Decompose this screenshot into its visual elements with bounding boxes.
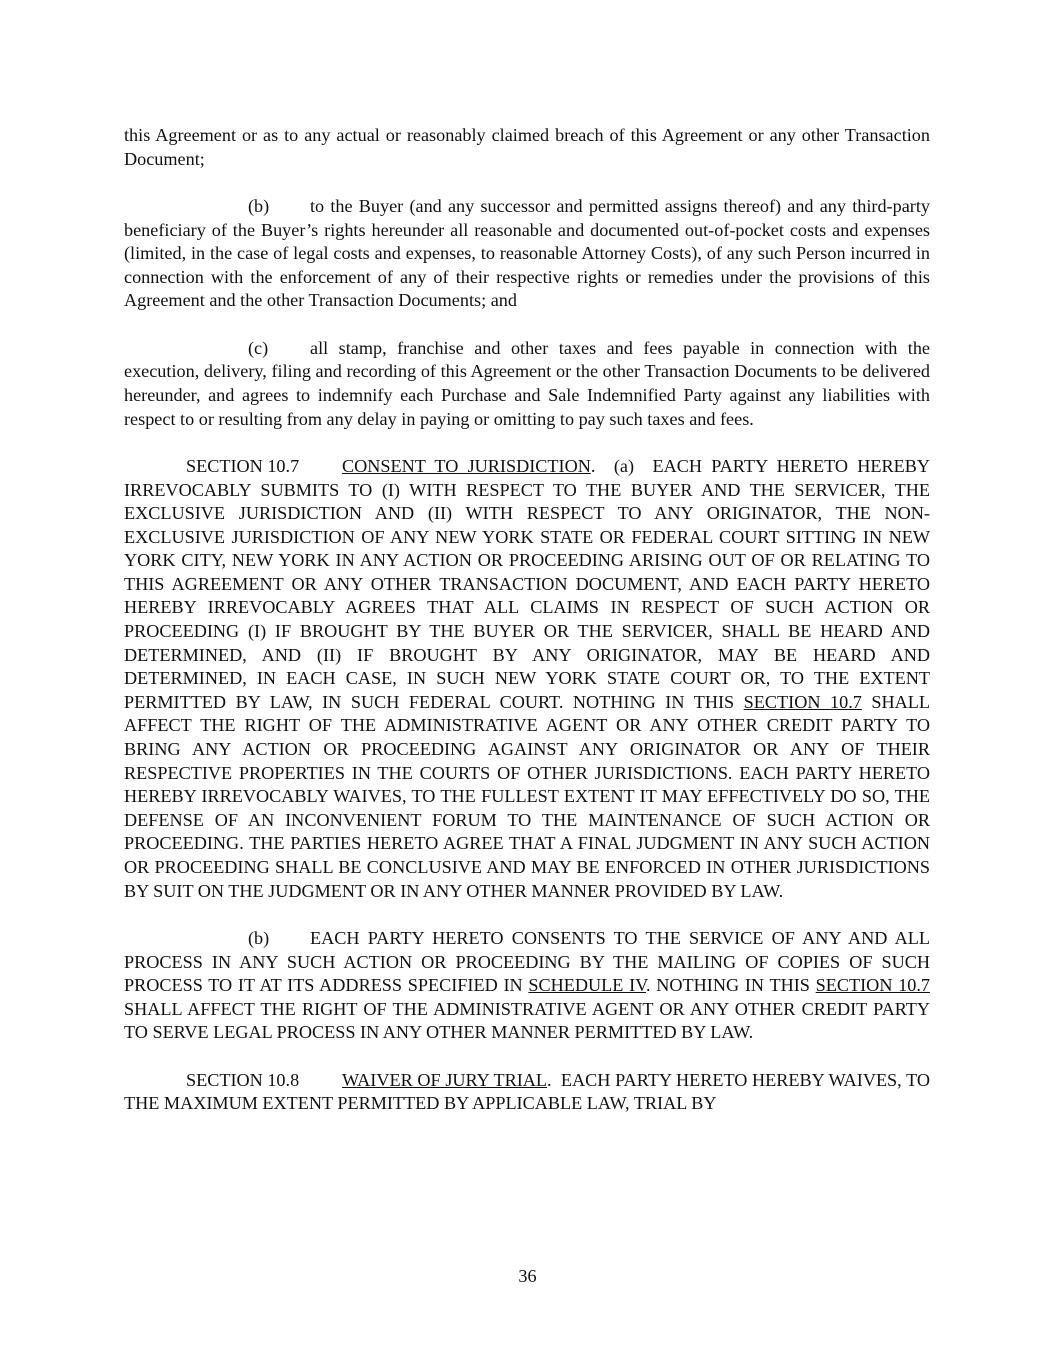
paragraph-continuation — [124, 124, 930, 171]
section-heading: WAIVER OF JURY TRIAL — [342, 1069, 548, 1090]
section-10-7-a: SECTION 10.7 CONSENT TO JURISDICTION. (a) EACH PARTY HERETO HEREBY IRREVOCABLY SUBMITS TO (I) WITH RESPECT TO THE BUYER AND THE SERVICER, THE EXCLUSIVE JURISDICTION AND (II) WITH RESPECT TO ANY ORIGINATOR, THE NON-EXCLUSIVE JURISDICTION OF ANY NEW YORK STATE OR FEDERAL COURT SITTING IN NEW YORK CITY, NEW YORK IN ANY ACTION OR PROCEEDING ARISING OUT OF OR RELATING TO THIS AGREEMENT OR ANY OTHER TRANSACTION DOCUMENT, AND EACH PARTY HERETO HEREBY IRREVOCABLY AGREES THAT ALL CLAIMS IN RESPECT OF SUCH ACTION OR PROCEEDING (I) IF BROUGHT BY THE BUYER OR THE SERVICER, SHALL BE HEARD AND DETERMINED, AND (II) IF BROUGHT BY ANY ORIGINATOR, MAY BE HEARD AND DETERMINED, IN EACH CASE, IN SUCH NEW YORK STATE COURT OR, TO THE EXTENT PERMITTED BY LAW, IN SUCH FEDERAL COURT. NOTHING IN THIS SECTION 10.7 SHALL AFFECT THE RIGHT OF THE ADMINISTRATIVE AGENT OR ANY OTHER CREDIT PARTY TO BRING ANY ACTION OR PROCEEDING AGAINST ANY ORIGINATOR OR ANY OF THEIR RESPECTIVE PROPERTIES IN THE COURTS OF OTHER JURISDICTIONS. EACH PARTY HERETO HEREBY IRREVOCABLY WAIVES, TO THE FULLEST EXTENT IT MAY EFFECTIVELY DO SO, THE DEFENSE OF AN INCONVENIENT FORUM TO THE MAINTENANCE OF SUCH ACTION OR PROCEEDING. THE PARTIES HERETO AGREE THAT A FINAL JUDGMENT IN ANY SUCH ACTION OR PROCEEDING SHALL BE CONCLUSIVE AND MAY BE ENFORCED IN OTHER JURISDICTIONS BY SUIT ON THE JUDGMENT OR IN ANY OTHER MANNER PROVIDED BY LAW. — [124, 455, 930, 901]
section-10-7-b — [124, 927, 930, 1045]
section-number: SECTION 10.7 — [186, 455, 300, 476]
clause-b-text: to the Buyer (and any successor and permitted assigns thereof) and any third-party beneficiary of the Buyer’s rights hereunder all reasonable and documented out-of-pocket costs and expenses (limited, in the case of legal costs and expenses, to reasonable Attorney Costs), of any such Person incurred in connection with the enforcement of any of their respective rights or remedies under the provisions of this Agreement and the other Transaction Documents; and — [124, 195, 930, 311]
clause-label-b: (b) — [248, 195, 270, 216]
section-10-7-b-text-3: SHALL AFFECT THE RIGHT OF THE ADMINISTRATIVE AGENT OR ANY OTHER CREDIT PARTY TO SERVE LEGAL PROCESS IN ANY OTHER MANNER PERMITTED BY LAW. — [124, 998, 930, 1043]
paragraph-text: this Agreement or as to any actual or reasonably claimed breach of this Agreement or any other Transaction Document; — [124, 125, 930, 169]
clause-c — [124, 337, 930, 431]
schedule-cross-reference: SCHEDULE IV — [528, 975, 646, 996]
subsection-label-a: (a) — [613, 455, 635, 476]
subsection-label-b: (b) — [248, 928, 270, 948]
clause-label-c: (c) — [248, 337, 269, 358]
section-cross-reference: SECTION 10.7 — [743, 691, 862, 712]
page-number: 36 — [518, 1266, 537, 1286]
section-10-7-a-text-2: SHALL AFFECT THE RIGHT OF THE ADMINISTRATIVE AGENT OR ANY OTHER CREDIT PARTY TO BRING ANY ACTION OR PROCEEDING AGAINST ANY ORIGINATOR OR ANY OF THEIR RESPECTIVE PROPERTIES IN THE COURTS OF OTHER JURISDICTIONS. EACH PARTY HERETO HEREBY IRREVOCABLY WAIVES, TO THE FULLEST EXTENT IT MAY EFFECTIVELY DO SO, THE DEFENSE OF AN INCONVENIENT FORUM TO THE MAINTENANCE OF SUCH ACTION OR PROCEEDING. THE PARTIES HERETO AGREE THAT A FINAL JUDGMENT IN ANY SUCH ACTION OR PROCEEDING SHALL BE CONCLUSIVE AND MAY BE ENFORCED IN OTHER JURISDICTIONS BY SUIT ON THE JUDGMENT OR IN ANY OTHER MANNER PROVIDED BY LAW. — [124, 691, 930, 901]
section-heading: CONSENT TO JURISDICTION — [342, 455, 591, 476]
section-10-7-b-text-2: . NOTHING IN THIS — [646, 975, 810, 996]
section-number: SECTION 10.8 — [186, 1069, 300, 1090]
document-page — [124, 124, 930, 1116]
section-cross-reference: SECTION 10.7 — [815, 975, 931, 996]
section-10-8-text: EACH PARTY HERETO HEREBY WAIVES, TO THE MAXIMUM EXTENT PERMITTED BY APPLICABLE LAW, TRIAL BY — [124, 1069, 930, 1114]
clause-b — [124, 195, 930, 313]
clause-c-text: all stamp, franchise and other taxes and fees payable in connection with the execution, delivery, filing and recording of this Agreement or the other Transaction Documents to be delivered hereunder, and agrees to indemnify each Purchase and Sale Indemnified Party against any liabilities with respect to or resulting from any delay in paying or omitting to pay such taxes and fees. — [124, 337, 930, 429]
section-10-7-a-text-1: EACH PARTY HERETO HEREBY IRREVOCABLY SUBMITS TO (I) WITH RESPECT TO THE BUYER AND THE SERVICER, THE EXCLUSIVE JURISDICTION AND (II) WITH RESPECT TO ANY ORIGINATOR, THE NON-EXCLUSIVE JURISDICTION OF ANY NEW YORK STATE OR FEDERAL COURT SITTING IN NEW YORK CITY, NEW YORK IN ANY ACTION OR PROCEEDING ARISING OUT OF OR RELATING TO THIS AGREEMENT OR ANY OTHER TRANSACTION DOCUMENT, AND EACH PARTY HERETO HEREBY IRREVOCABLY AGREES THAT ALL CLAIMS IN RESPECT OF SUCH ACTION OR PROCEEDING (I) IF BROUGHT BY THE BUYER OR THE SERVICER, SHALL BE HEARD AND DETERMINED, AND (II) IF BROUGHT BY ANY ORIGINATOR, MAY BE HEARD AND DETERMINED, IN EACH CASE, IN SUCH NEW YORK STATE COURT OR, TO THE EXTENT PERMITTED BY LAW, IN SUCH FEDERAL COURT. NOTHING IN THIS — [124, 455, 930, 712]
section-10-8: SECTION 10.8 WAIVER OF JURY TRIAL. EACH PARTY HERETO HEREBY WAIVES, TO THE MAXIMUM EXTENT PERMITTED BY APPLICABLE LAW, TRIAL BY — [124, 1069, 930, 1114]
section-10-7-b-text-1: EACH PARTY HERETO CONSENTS TO THE SERVICE OF ANY AND ALL PROCESS IN ANY SUCH ACTION OR PROCEEDING BY THE MAILING OF COPIES OF SUCH PROCESS TO IT AT ITS ADDRESS SPECIFIED IN — [124, 928, 930, 996]
